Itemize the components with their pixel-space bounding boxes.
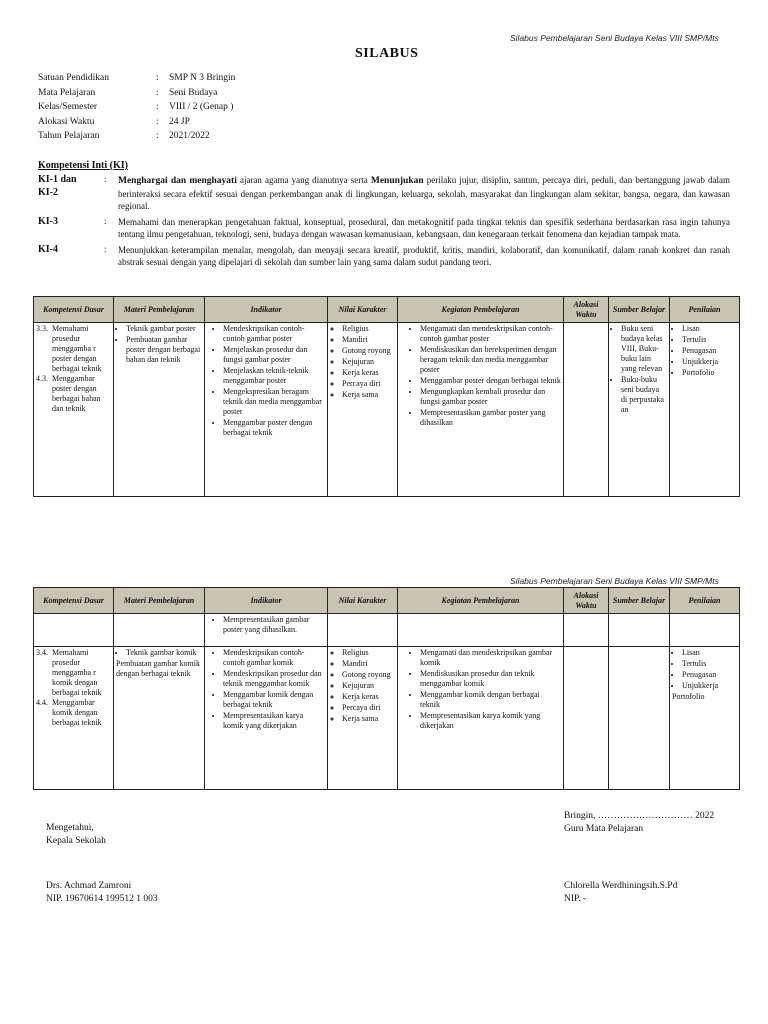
ki-3-text: Memahami dan menerapkan pengetahuan faktual, konseptual, prosedural, dan metakognitif pada tingkat teknis dan spesifik sederhana berdasarkan rasa ingin tahunya tentang ilmu pengetahuan, teknologi, seni, budaya dengan wawasan kemanusiaan, kebangsaan, dan kenegaraan terkait fenomena dan kejadian tampak mata. — [118, 216, 730, 239]
list-item: • Menjelaskan prosedur dan fungsi gambar poster — [223, 345, 325, 365]
list-item: • Lisan — [682, 648, 737, 658]
table-header-row — [34, 297, 740, 323]
table-row — [34, 614, 740, 647]
list-item: • Mengungkapkan kembali prosedur dan fungsi gambar poster — [420, 387, 561, 407]
list-item: • Portofolio — [682, 368, 737, 378]
meta-row: Alokasi Waktu : 24 JP — [38, 116, 190, 127]
list-item: ◦ Religius — [342, 324, 395, 334]
signature-right — [564, 810, 714, 836]
sign-right-nip: NIP. - — [564, 894, 587, 904]
list-item: • Mendeskripsikan prosedur dan teknik menggambar komik — [223, 669, 325, 689]
list-item: • Mendeskripsikan contoh-contoh gambar komik — [223, 648, 325, 668]
signature-left — [46, 822, 106, 848]
list-item: ◦ Religius — [342, 648, 395, 658]
list-item: • Menjelaskan teknik-teknik menggambar poster — [223, 366, 325, 386]
ki-1-row: KI-1 dan KI-2 : Menghargai dan menghayati ajaran agama yang dianutnya serta Menunjukan perilaku jujur, disiplin, santun, percaya diri, peduli, dan bertanggung jawab dalam berinteraksi secara efektif sesuai dengan perkembangan anak di lingkungan, keluarga, sekolah, masyarakat dan lingkungan alam sekitar, bangsa, negara, dan kawasan regional. — [38, 174, 730, 211]
list-item: • Buku-buku seni budaya di perpustaka an — [621, 375, 667, 415]
ki-4-label: KI-4 — [38, 243, 58, 255]
ki-4-text: Menunjukkan keterampilan menalar, mengolah, dan menyaji secara kreatif, produktif, kritis, mandiri, kolaboratif, dan komunikatif, dalam ranah konkret dan ranah abstrak sesuai dengan yang dipelajari di sekolah dan sumber lain yang sama dalam sudut pandang teori. — [118, 244, 730, 267]
cell-nilai — [328, 323, 398, 497]
sign-left-nip: NIP. 19670614 199512 1 003 — [46, 894, 158, 904]
list-item: • Mengamati dan mendeskripsikan gambar komik — [420, 648, 561, 668]
list-item: • Menggambar poster dengan berbagai teknik — [223, 418, 325, 438]
cell-alokasi — [564, 647, 609, 790]
th-indikator: Indikator — [205, 588, 328, 614]
list-item: • Mendiskusikan prosedur dan teknik menggambar komik — [420, 669, 561, 689]
ki-3-label: KI-3 — [38, 215, 58, 227]
list-item: • Mempresentasikan karya komik yang dikerjakan — [420, 711, 561, 731]
meta-row: Mata Pelajaran : Seni Budaya — [38, 87, 218, 98]
list-item: • Mendeskripsikan contoh-contoh gambar poster — [223, 324, 325, 344]
ki-1-label: KI-1 dan KI-2 — [38, 174, 77, 198]
table-row — [34, 323, 740, 497]
list-item: ◦ Percaya diri — [342, 703, 395, 713]
th-nilai-karakter: Nilai Karakter — [328, 297, 398, 323]
th-materi: Materi Pembelajaran — [114, 297, 205, 323]
ki-section — [38, 174, 730, 269]
penilaian-plain: Portofolio — [672, 692, 705, 701]
meta-label: Satuan Pendidikan — [38, 73, 109, 83]
syllabus-table-1 — [33, 296, 740, 497]
list-item: • Mengamati dan mendeskripsikan contoh-contoh gambar poster — [420, 324, 561, 344]
th-sumber-belajar: Sumber Belajar — [609, 297, 670, 323]
meta-value: VIII / 2 (Genap ) — [169, 102, 234, 112]
th-kompetensi-dasar: Kompetensi Dasar — [34, 588, 114, 614]
cell-penilaian — [670, 647, 740, 790]
list-item: • Tertulis — [682, 659, 737, 669]
cell-materi — [114, 647, 205, 790]
list-item: ◦ Gotong royong — [342, 346, 395, 356]
meta-row: Satuan Pendidikan : SMP N 3 Bringin — [38, 73, 236, 83]
list-item: ◦ Kerja keras — [342, 692, 395, 702]
cell-kegiatan — [398, 323, 564, 497]
th-kegiatan: Kegiatan Pembelajaran — [398, 297, 564, 323]
cell-indikator — [205, 647, 328, 790]
cell-kd: 3.3. Memahami prosedur menggamba r poster dengan berbagai teknik 4.3. Menggambar poster dengan berbagai bahan dan teknik — [34, 323, 114, 497]
th-materi: Materi Pembelajaran — [114, 588, 205, 614]
meta-label: Kelas/Semester — [38, 102, 98, 112]
list-item: • Mengekspresikan beragam teknik dan media menggambar poster — [223, 387, 325, 417]
sign-left-name: Drs. Achmad Zamroni — [46, 881, 132, 891]
list-item: • Mempresentasikan gambar poster yang dihasilkan. — [223, 615, 325, 635]
meta-row: Kelas/Semester : VIII / 2 (Genap ) — [38, 102, 234, 112]
ki-4-row: KI-4 : Menunjukkan keterampilan menalar, mengolah, dan menyaji secara kreatif, produktif, kritis, mandiri, kolaboratif, dan komunikatif, dalam ranah konkret dan ranah abstrak sesuai dengan yang dipelajari di sekolah dan sumber lain yang sama dalam sudut pandang teori. — [38, 243, 730, 267]
meta-value: 24 JP — [169, 116, 190, 127]
list-item: • Menggambar komik dengan berbagai teknik — [420, 690, 561, 710]
ki-1-text: Menghargai dan menghayati ajaran agama yang dianutnya serta Menunjukan perilaku jujur, disiplin, santun, percaya diri, peduli, dan bertanggung jawab dalam berinteraksi secara efektif sesuai dengan perkembangan anak di lingkungan, keluarga, sekolah, masyarakat dan lingkungan alam sekitar, bangsa, negara, dan kawasan regional. — [118, 175, 730, 211]
meta-value: Seni Budaya — [169, 87, 218, 98]
sign-right-line1: Bringin, ………………………… 2022 — [564, 811, 715, 821]
page-header-text-2: Silabus Pembelajaran Seni Budaya Kelas VIII SMP/Mts — [510, 576, 719, 586]
meta-value: 2021/2022 — [169, 131, 210, 141]
th-nilai-karakter: Nilai Karakter — [328, 588, 398, 614]
list-item: • Menggambar komik dengan berbagai teknik — [223, 690, 325, 710]
th-alokasi-waktu: Alokasi Waktu — [564, 588, 609, 614]
list-item: ◦ Kejujuran — [342, 681, 395, 691]
meta-block — [38, 73, 235, 146]
cell-indikator — [205, 614, 328, 647]
ki-3-row: KI-3 : Memahami dan menerapkan pengetahuan faktual, konseptual, prosedural, dan metakognitif pada tingkat teknis dan spesifik sederhana berdasarkan rasa ingin tahunya tentang ilmu pengetahuan, teknologi, seni, budaya dengan wawasan kemanusiaan, kebangsaan, dan kenegaraan terkait fenomena dan kejadian tampak mata. — [38, 215, 730, 239]
meta-label: Mata Pelajaran — [38, 87, 96, 98]
list-item: ◦ Kejujuran — [342, 357, 395, 367]
list-item: ◦ Mandiri — [342, 335, 395, 345]
meta-row: Tahun Pelajaran : 2021/2022 — [38, 131, 210, 141]
signature-left-name — [46, 880, 158, 906]
list-item: ◦ Kerja sama — [342, 714, 395, 724]
list-item: ◦ Kerja keras — [342, 368, 395, 378]
list-item: ◦ Gotong royong — [342, 670, 395, 680]
list-item: ◦ Percaya diri — [342, 379, 395, 389]
sign-left-line1: Mengetahui, — [46, 823, 94, 833]
syllabus-table-2 — [33, 587, 740, 790]
list-item: • Tertulis — [682, 335, 737, 345]
list-item: • Teknik gambar poster — [126, 324, 202, 334]
sign-left-line2: Kepala Sekolah — [46, 836, 106, 846]
list-item: • Pembuatan gambar poster dengan berbagai bahan dan teknik — [126, 335, 202, 365]
th-penilaian: Penilaian — [670, 297, 740, 323]
sign-right-name: Chlorella Werdhiningsih.S.Pd — [564, 881, 678, 891]
th-kompetensi-dasar: Kompetensi Dasar — [34, 297, 114, 323]
list-item: • Buku seni budaya kelas VIII, Buku-buku lain yang relevan — [621, 324, 667, 374]
signature-right-name — [564, 880, 677, 906]
th-indikator: Indikator — [205, 297, 328, 323]
cell-materi — [114, 323, 205, 497]
ki-heading: Kompetensi Inti (KI) — [38, 160, 128, 171]
list-item: • Lisan — [682, 324, 737, 334]
th-kegiatan: Kegiatan Pembelajaran — [398, 588, 564, 614]
sign-right-line2: Guru Mata Pelajaran — [564, 824, 644, 834]
meta-label: Tahun Pelajaran — [38, 131, 100, 141]
cell-kegiatan — [398, 647, 564, 790]
document-title: SILABUS — [355, 46, 419, 61]
table-header-row — [34, 588, 740, 614]
th-sumber-belajar: Sumber Belajar — [609, 588, 670, 614]
meta-value: SMP N 3 Bringin — [169, 73, 236, 83]
list-item: ◦ Mandiri — [342, 659, 395, 669]
page-header-text: Silabus Pembelajaran Seni Budaya Kelas VIII SMP/Mts — [510, 33, 719, 43]
materi-plain: Pembuatan gambar komik dengan berbagai teknik — [116, 659, 200, 678]
th-alokasi-waktu: Alokasi Waktu — [564, 297, 609, 323]
cell-kd: 3.4. Memahami prosedur menggamba r komik dengan berbagai teknik 4.4. Menggambar komik dengan berbagai teknik — [34, 647, 114, 790]
list-item: • Unjukkerja — [682, 681, 737, 691]
list-item: • Penugasan — [682, 346, 737, 356]
list-item: • Mempresentasikan karya komik yang dikerjakan — [223, 711, 325, 731]
list-item: • Mendiskusikan dan bereksperimen dengan beragam teknik dan media menggambar poster — [420, 345, 561, 375]
cell-indikator — [205, 323, 328, 497]
cell-sumber — [609, 647, 670, 790]
meta-label: Alokasi Waktu — [38, 116, 95, 127]
list-item: • Menggambar poster dengan berbagai teknik — [420, 376, 561, 386]
cell-nilai — [328, 647, 398, 790]
list-item: • Mempresentasikan gambar poster yang dihasilkan — [420, 408, 561, 428]
table-row — [34, 647, 740, 790]
cell-sumber — [609, 323, 670, 497]
cell-penilaian — [670, 323, 740, 497]
list-item: • Unjukkerja — [682, 357, 737, 367]
list-item: • Penugasan — [682, 670, 737, 680]
list-item: • Teknik gambar komik — [126, 648, 202, 658]
list-item: ◦ Kerja sama — [342, 390, 395, 400]
th-penilaian: Penilaian — [670, 588, 740, 614]
cell-alokasi — [564, 323, 609, 497]
